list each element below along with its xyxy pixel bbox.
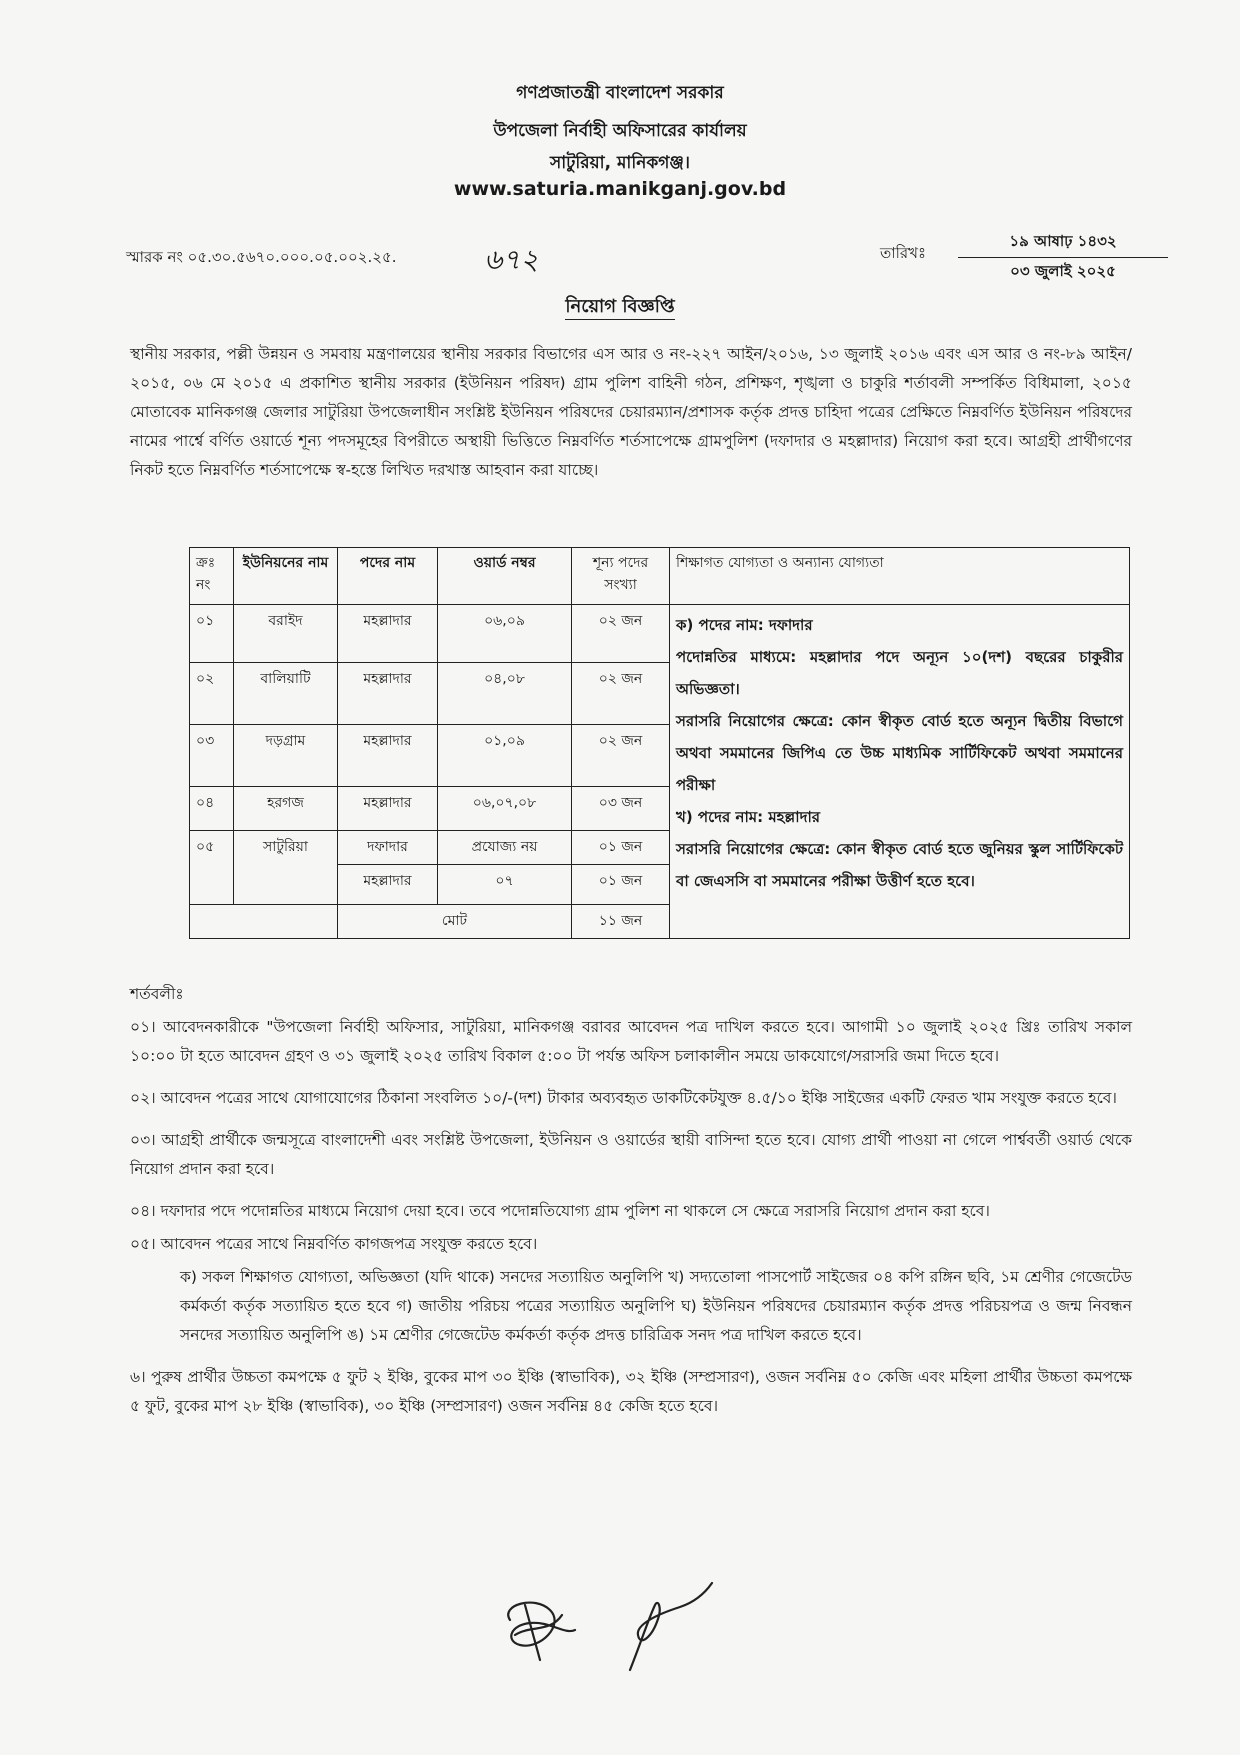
cell-ward: ০৪,০৮ [438, 663, 572, 725]
term-2: ০২। আবেদন পত্রের সাথে যোগাযোগের ঠিকানা সংবলিত ১০/-(দশ) টাকার অব্যবহৃত ডাকটিকেটযুক্ত ৪.৫/১০ ইঞ্চি সাইজের একটি ফেরত খাম সংযুক্ত করতে হবে। [130, 1089, 1117, 1107]
cell-union: বরাইদ [234, 605, 338, 663]
cell-post: মহল্লাদার [338, 725, 438, 787]
cell-sl: ০৫ [190, 831, 234, 905]
term-6: ৬। পুরুষ প্রার্থীর উচ্চতা কমপক্ষে ৫ ফুট ২ ইঞ্চি, বুকের মাপ ৩০ ইঞ্চি (স্বাভাবিক), ৩২ ইঞ্চি (সম্প্রসারণ), ওজন সর্বনিম্ন ৫০ কেজি এবং মহিলা প্রার্থীর উচ্চতা কমপক্ষে ৫ ফুট, বুকের মাপ ২৮ ইঞ্চি (স্বাভাবিক), ৩০ ইঞ্চি (সম্প্রসারণ) ওজন সর্বনিম্ন ৪৫ কেজি হতে হবে। [130, 1368, 1132, 1415]
col-vacancy: শূন্য পদের সংখ্যা [572, 548, 670, 605]
office-name: উপজেলা নির্বাহী অফিসারের কার্যালয় [493, 121, 747, 141]
cell-ward: ০৭ [438, 865, 572, 905]
col-ward: ওয়ার্ড নম্বর [438, 548, 572, 605]
government-name: গণপ্রজাতন্ত্রী বাংলাদেশ সরকার [516, 83, 724, 103]
office-location: সাটুরিয়া, মানিকগঞ্জ। [550, 153, 690, 173]
cell-post: দফাদার [338, 831, 438, 865]
notice-title [0, 292, 1240, 323]
qualification-cell [670, 605, 1130, 939]
date-label: তারিখঃ [880, 244, 926, 262]
term-5-documents: ক) সকল শিক্ষাগত যোগ্যতা, অভিজ্ঞতা (যদি থাকে) সনদের সত্যায়িত অনুলিপি খ) সদ্যতোলা পাসপোর্ট সাইজের ০৪ কপি রঙ্গিন ছবি, ১ম শ্রেণীর গেজেটেড কর্মকর্তা কর্তৃক সত্যায়িত হতে হবে গ) জাতীয় পরিচয় পত্রের সত্যায়িত অনুলিপি ঘ) ইউনিয়ন পরিষদের চেয়ারম্যান কর্তৃক প্রদত্ত পরিচয়পত্র ও জন্ম নিবন্ধন সনদের সত্যায়িত অনুলিপি ঙ) ১ম শ্রেণীর গেজেটেড কর্মকর্তা কর্তৃক প্রদত্ত চারিত্রিক সনদ পত্র দাখিল করতে হবে। [180, 1268, 1132, 1344]
qual-b-line1: সরাসরি নিয়োগের ক্ষেত্রে: কোন স্বীকৃত বোর্ড হতে জুনিয়র স্কুল সার্টিফিকেট বা জেএসসি বা সমমানের পরীক্ষা উত্তীর্ণ হতে হবে। [676, 840, 1123, 890]
date-english: ০৩ জুলাই ২০২৫ [1010, 262, 1116, 280]
col-qualification: শিক্ষাগত যোগ্যতা ও অন্যান্য যোগ্যতা [670, 548, 1130, 605]
cell-post: মহল্লাদার [338, 865, 438, 905]
cell-vacancy: ০২ জন [572, 725, 670, 787]
cell-ward: ০৬,০৯ [438, 605, 572, 663]
website-link[interactable]: www.saturia.manikganj.gov.bd [453, 178, 787, 200]
cell-union: হরগজ [234, 787, 338, 831]
term-1: ০১। আবেদনকারীকে "উপজেলা নির্বাহী অফিসার, সাটুরিয়া, মানিকগঞ্জ বরাবর আবেদন পত্র দাখিল করতে হবে। আগামী ১০ জুলাই ২০২৫ খ্রিঃ তারিখ সকাল ১০:০০ টা হতে আবেদন গ্রহণ ও ৩১ জুলাই ২০২৫ তারিখ বিকাল ৫:০০ টা পর্যন্ত অফিস চলাকালীন সময়ে ডাকযোগে/সরাসরি জমা দিতে হবে। [130, 1018, 1132, 1065]
cell-ward: ০৬,০৭,০৮ [438, 787, 572, 831]
qual-a-line2: সরাসরি নিয়োগের ক্ষেত্রে: কোন স্বীকৃত বোর্ড হতে অন্যূন দ্বিতীয় বিভাগে অথবা সমমানের জিপিএ তে উচ্চ মাধ্যমিক সার্টিফিকেট অথবা সমমানের পরীক্ষা [676, 712, 1123, 794]
signature-image [480, 1575, 740, 1685]
cell-ward: ০১,০৯ [438, 725, 572, 787]
cell-vacancy: ০২ জন [572, 605, 670, 663]
cell-vacancy: ০১ জন [572, 831, 670, 865]
cell-union: বালিয়াটি [234, 663, 338, 725]
cell-sl: ০৪ [190, 787, 234, 831]
memo-handwritten-number: ৬৭২ [484, 243, 539, 276]
table-header-row [190, 548, 1130, 605]
date-bangla: ১৯ আষাঢ় ১৪৩২ [958, 230, 1168, 258]
cell-ward: প্রযোজ্য নয় [438, 831, 572, 865]
cell-vacancy: ০১ জন [572, 865, 670, 905]
cell-post: মহল্লাদার [338, 663, 438, 725]
total-label: মোট [338, 905, 572, 939]
term-4: ০৪। দফাদার পদে পদোন্নতির মাধ্যমে নিয়োগ দেয়া হবে। তবে পদোন্নতিযোগ্য গ্রাম পুলিশ না থাকলে সে ক্ষেত্রে সরাসরি নিয়োগ প্রদান করা হবে। [130, 1202, 990, 1220]
notice-title-text: নিয়োগ বিজ্ঞপ্তি [565, 296, 674, 320]
col-union: ইউনিয়নের নাম [234, 548, 338, 605]
qual-a-line1: পদোন্নতির মাধ্যমে: মহল্লাদার পদে অন্যূন ১০(দশ) বছরের চাকুরীর অভিজ্ঞতা। [676, 648, 1123, 698]
total-value: ১১ জন [572, 905, 670, 939]
col-post: পদের নাম [338, 548, 438, 605]
cell-sl: ০২ [190, 663, 234, 725]
cell-empty [190, 905, 338, 939]
cell-vacancy: ০৩ জন [572, 787, 670, 831]
term-5: ০৫। আবেদন পত্রের সাথে নিম্নবর্ণিত কাগজপত্র সংযুক্ত করতে হবে। [130, 1235, 538, 1253]
qual-a-title: ক) পদের নাম: দফাদার [676, 616, 813, 634]
terms-section [130, 980, 1132, 1434]
memo-number: স্মারক নং ০৫.৩০.৫৬৭০.০০০.০৫.০০২.২৫. [126, 248, 397, 266]
terms-label: শর্তবলীঃ [130, 985, 184, 1003]
col-sl: ক্রঃ নং [190, 548, 234, 605]
term-3: ০৩। আগ্রহী প্রার্থীকে জন্মসূত্রে বাংলাদেশী এবং সংশ্লিষ্ট উপজেলা, ইউনিয়ন ও ওয়ার্ডের স্থায়ী বাসিন্দা হতে হবে। যোগ্য প্রার্থী পাওয়া না গেলে পার্শ্ববর্তী ওয়ার্ড থেকে নিয়োগ প্রদান করা হবে। [130, 1131, 1132, 1178]
cell-post: মহল্লাদার [338, 605, 438, 663]
cell-sl: ০১ [190, 605, 234, 663]
vacancy-table [189, 547, 1130, 939]
qual-b-title: খ) পদের নাম: মহল্লাদার [676, 808, 821, 826]
cell-sl: ০৩ [190, 725, 234, 787]
intro-paragraph: স্থানীয় সরকার, পল্লী উন্নয়ন ও সমবায় মন্ত্রণালয়ের স্থানীয় সরকার বিভাগের এস আর ও নং-২২৭ আইন/২০১৬, ১৩ জুলাই ২০১৬ এবং এস আর ও নং-৮৯ আইন/২০১৫, ০৬ মে ২০১৫ এ প্রকাশিত স্থানীয় সরকার (ইউনিয়ন পরিষদ) গ্রাম পুলিশ বাহিনী গঠন, প্রশিক্ষণ, শৃঙ্খলা ও চাকুরি শর্তাবলী সম্পর্কিত বিধিমালা, ২০১৫ মোতাবেক মানিকগঞ্জ জেলার সাটুরিয়া উপজেলাধীন সংশ্লিষ্ট ইউনিয়ন পরিষদের চেয়ারম্যান/প্রশাসক কর্তৃক প্রদত্ত চাহিদা পত্রের প্রেক্ষিতে নিম্নবর্ণিত ইউনিয়ন পরিষদের নামের পার্শ্বে বর্ণিত ওয়ার্ডে শূন্য পদসমূহের বিপরীতে অস্থায়ী ভিত্তিতে নিম্নবর্ণিত শর্তসাপেক্ষে গ্রামপুলিশ (দফাদার ও মহল্লাদার) নিয়োগ করা হবে। আগ্রহী প্রার্থীগণের নিকট হতে নিম্নবর্ণিত শর্তসাপেক্ষে স্ব-হস্তে লিখিত দরখাস্ত আহবান করা যাচ্ছে। [130, 345, 1132, 479]
cell-union: সাটুরিয়া [234, 831, 338, 905]
cell-union: দড়গ্রাম [234, 725, 338, 787]
cell-post: মহল্লাদার [338, 787, 438, 831]
table-row [190, 605, 1130, 663]
cell-vacancy: ০২ জন [572, 663, 670, 725]
